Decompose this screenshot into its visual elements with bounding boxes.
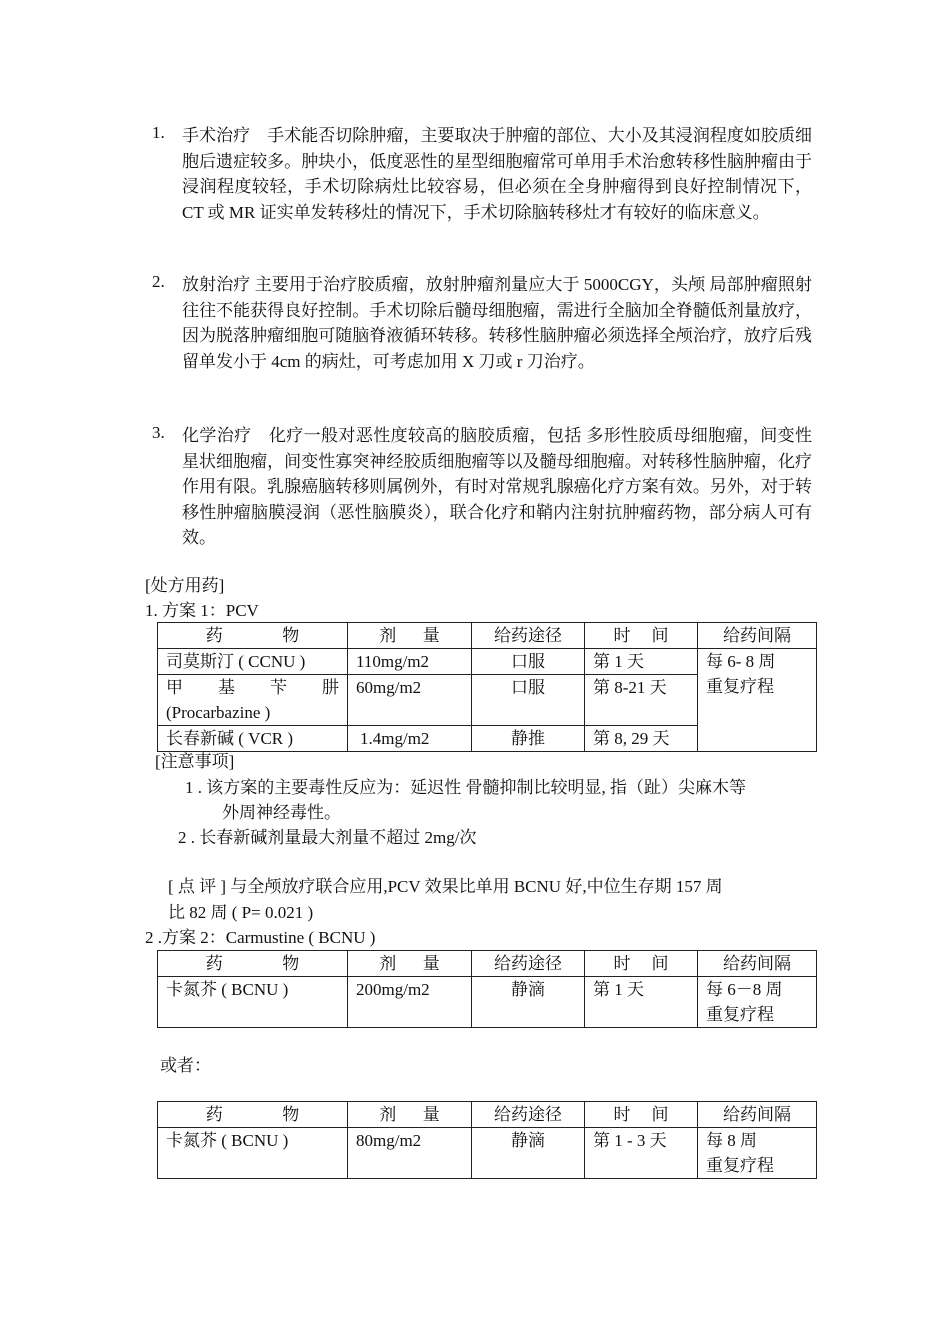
drug-cell: 卡氮芥 ( BCNU ) [158, 977, 348, 1028]
interval-line-2: 重复疗程 [706, 1005, 774, 1024]
interval-line-1: 每 6－8 周 [706, 980, 783, 999]
table-row [158, 649, 817, 675]
comment-line-1: [ 点 评 ] 与全颅放疗联合应用,PCV 效果比单用 BCNU 好,中位生存期 157 周 [168, 877, 723, 896]
header-dose-b: 量 [422, 1105, 440, 1124]
time-cell: 第 1 - 3 天 [585, 1128, 698, 1179]
route-cell: 静推 [472, 726, 585, 752]
table-row [158, 977, 817, 1028]
header-interval: 给药间隔 [698, 951, 817, 977]
interval-line-1: 每 8 周 [706, 1131, 757, 1150]
route-cell: 静滴 [472, 977, 585, 1028]
drug-cell: 司莫斯汀 ( CCNU ) [158, 649, 348, 675]
item-text: 放射治疗 主要用于治疗胶质瘤，放射肿瘤剂量应大于 5000CGY，头颅 局部肿瘤照射往往不能获得良好控制。手术切除后髓母细胞瘤，需进行全脑加全脊髓低剂量放疗，因为脱落肿瘤细胞可随脑脊液循环转移。转移性脑肿瘤必须选择全颅治疗，放疗后残留单发小于 4cm 的病灶，可考虑加用 X 刀或 r 刀治疗。 [182, 275, 812, 371]
note-1-line-1: 1 . 该方案的主要毒性反应为：延迟性 骨髓抑制比较明显, 指（趾）尖麻木等 [185, 778, 746, 797]
rx-heading: [处方用药] [145, 576, 225, 595]
header-drug-a: 药 [205, 954, 223, 973]
header-route: 给药途径 [472, 1102, 585, 1128]
drug-cell [158, 675, 348, 726]
table-header-row [158, 951, 817, 977]
plan3-table [157, 1101, 817, 1179]
plan2-table [157, 950, 817, 1028]
comment-line-2: 比 82 周 ( P= 0.021 ) [168, 903, 314, 922]
drug-cell: 长春新碱 ( VCR ) [158, 726, 348, 752]
header-dose-a: 剂 [379, 954, 397, 973]
item-2 [152, 272, 812, 374]
route-cell: 静滴 [472, 1128, 585, 1179]
drug-line-2: (Procarbazine ) [166, 703, 271, 722]
header-time-b: 间 [651, 954, 669, 973]
header-dose-b: 量 [422, 954, 440, 973]
time-cell: 第 1 天 [585, 977, 698, 1028]
header-time-b: 间 [651, 626, 669, 645]
notes-heading: [注意事项] [155, 752, 235, 771]
interval-cell [698, 977, 817, 1028]
route-cell: 口服 [472, 675, 585, 726]
header-drug-a: 药 [205, 626, 223, 645]
time-cell: 第 8-21 天 [585, 675, 698, 726]
header-route: 给药途径 [472, 951, 585, 977]
header-route: 给药途径 [472, 623, 585, 649]
header-time-a: 时 [613, 954, 631, 973]
interval-cell [698, 1128, 817, 1179]
note-1-line-2: 外周神经毒性。 [222, 803, 341, 822]
interval-line-1: 每 6- 8 周 [706, 652, 776, 671]
interval-cell [698, 649, 817, 752]
header-dose-b: 量 [422, 626, 440, 645]
dose-cell: 80mg/m2 [348, 1128, 472, 1179]
drug-line-1: 甲 基 苄 肼 [166, 678, 339, 697]
item-text: 手术治疗 手术能否切除肿瘤，主要取决于肿瘤的部位、大小及其浸润程度如胶质细胞后遗症较多。肿块小，低度恶性的星型细胞瘤常可单用手术治愈转移性脑肿瘤由于浸润程度较轻，手术切除病灶比较容易，但必须在全身肿瘤得到良好控制情况下，CT 或 MR 证实单发转移灶的情况下，手术切除脑转移灶才有较好的临床意义。 [182, 126, 812, 222]
table-header-row [158, 623, 817, 649]
item-number: 1. [152, 123, 165, 142]
dose-cell: 60mg/m2 [348, 675, 472, 726]
item-number: 2. [152, 272, 165, 291]
header-time-a: 时 [613, 626, 631, 645]
item-text: 化学治疗 化疗一般对恶性度较高的脑胶质瘤，包括 多形性胶质母细胞瘤，间变性星状细胞瘤，间变性寡突神经胶质细胞瘤等以及髓母细胞瘤。对转移性脑肿瘤，化疗作用有限。乳腺癌脑转移则属例外，有时对常规乳腺癌化疗方案有效。另外，对于转移性肿瘤脑膜浸润（恶性脑膜炎），联合化疗和鞘内注射抗肿瘤药物，部分病人可有效。 [182, 426, 812, 547]
header-drug-b: 物 [282, 626, 300, 645]
route-cell: 口服 [472, 649, 585, 675]
note-2: 2 . 长春新碱剂量最大剂量不超过 2mg/次 [178, 828, 477, 847]
dose-cell: 200mg/m2 [348, 977, 472, 1028]
item-3 [152, 423, 812, 551]
header-time-a: 时 [613, 1105, 631, 1124]
header-dose-a: 剂 [379, 626, 397, 645]
drug-cell: 卡氮芥 ( BCNU ) [158, 1128, 348, 1179]
header-dose-a: 剂 [379, 1105, 397, 1124]
dose-cell: 1.4mg/m2 [348, 726, 472, 752]
header-time-b: 间 [651, 1105, 669, 1124]
dose-cell: 110mg/m2 [348, 649, 472, 675]
time-cell: 第 8, 29 天 [585, 726, 698, 752]
header-drug-b: 物 [282, 1105, 300, 1124]
table-header-row [158, 1102, 817, 1128]
table-row [158, 1128, 817, 1179]
header-interval: 给药间隔 [698, 1102, 817, 1128]
plan1-table [157, 622, 817, 752]
item-1 [152, 123, 812, 225]
header-drug-b: 物 [282, 954, 300, 973]
item-number: 3. [152, 423, 165, 442]
interval-line-2: 重复疗程 [706, 1156, 774, 1175]
time-cell: 第 1 天 [585, 649, 698, 675]
interval-line-2: 重复疗程 [706, 677, 774, 696]
plan2-title: 2 .方案 2：Carmustine ( BCNU ) [145, 928, 376, 947]
header-drug-a: 药 [205, 1105, 223, 1124]
or-text: 或者： [160, 1056, 211, 1075]
plan1-title: 1. 方案 1：PCV [145, 601, 259, 620]
header-interval: 给药间隔 [698, 623, 817, 649]
